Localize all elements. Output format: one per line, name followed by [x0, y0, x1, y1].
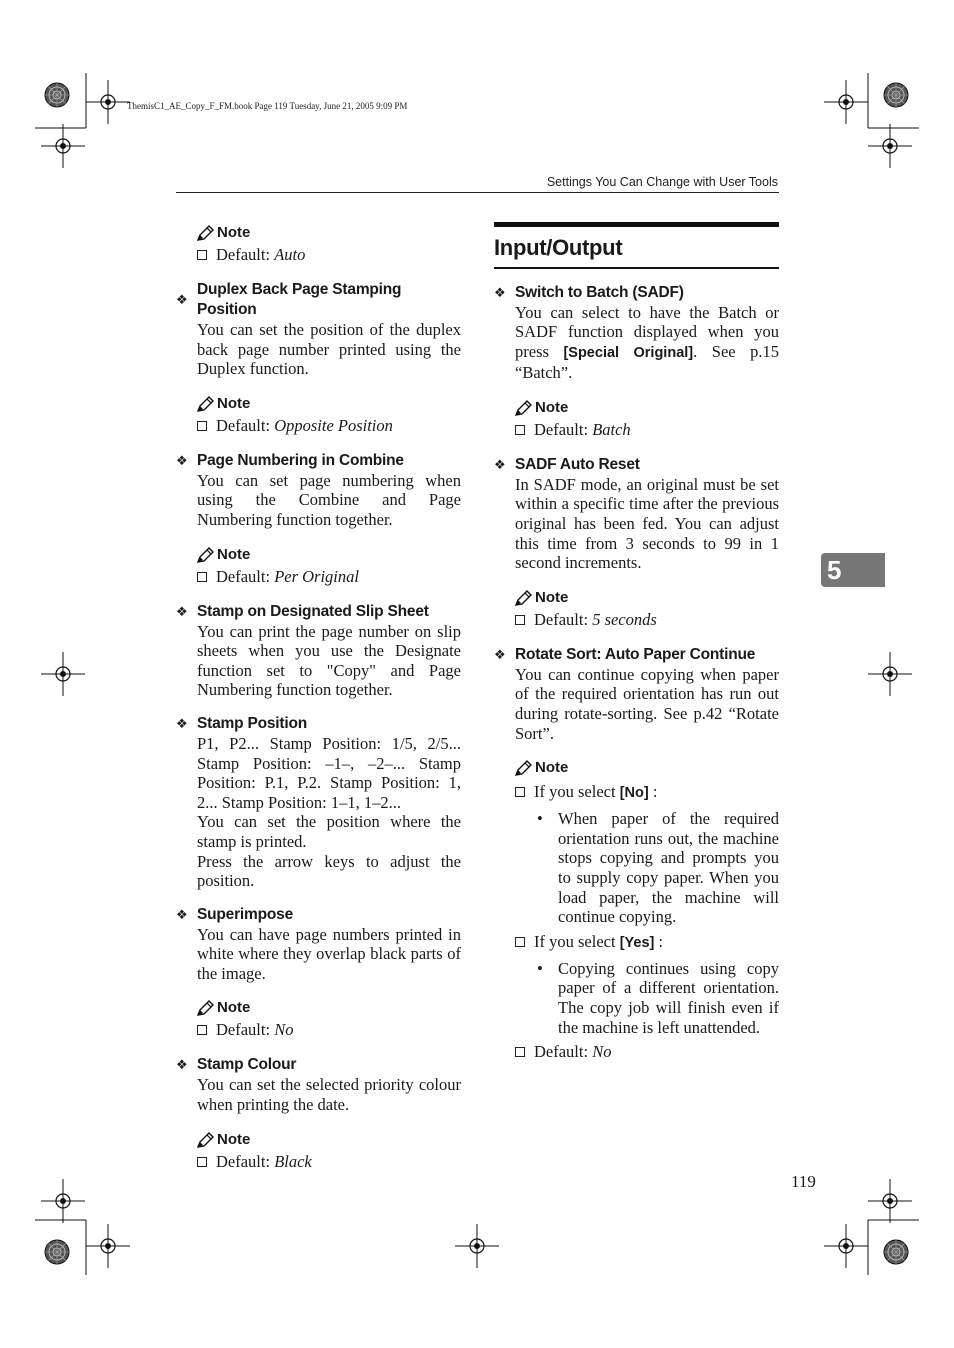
item-title: Rotate Sort: Auto Paper Continue [515, 645, 756, 663]
note-label: Note [535, 588, 569, 606]
default-value: Batch [592, 419, 631, 439]
diamond-bullet-icon: ❖ [494, 646, 506, 662]
pencil-icon [197, 547, 215, 563]
checkbox-glyph [197, 421, 207, 431]
item-switch-to-batch [494, 283, 779, 383]
note-superimpose: Note Default: No [176, 997, 461, 1041]
default-value: 5 seconds [592, 609, 657, 629]
diamond-bullet-icon: ❖ [176, 715, 188, 731]
checkbox-glyph [197, 1025, 207, 1035]
item-body: P1, P2... Stamp Position: 1/5, 2/5... Stamp Position: –1–, –2–... Stamp Position: P.1, P.2. Stamp Position: 1, 2... Stamp Position: 1–1, 1–2... You can set the position where the stamp is printed. Press the arrow keys to adjust the position. [197, 733, 461, 891]
chapter-tab: 5 [821, 553, 885, 587]
note-rotate: Note If you select [No] : • When paper of the required orientation runs out, the machine stops copying and prompts you to supply copy paper. When you load paper, the machine will continue copying. If you select [Yes] : • Copying continues using copy paper of a different orientation. The copy job will finish even if the machine is left unattended. Default: No [494, 757, 779, 1063]
note-label: Note [217, 999, 251, 1017]
special-original-key: [Special Original] [563, 344, 694, 361]
right-column [494, 222, 779, 1063]
item-stamp-colour [176, 1055, 461, 1114]
item-title: SADF Auto Reset [515, 455, 640, 473]
note-sadf: Note Default: Batch [494, 397, 779, 441]
note-colour: Note Default: Black [176, 1129, 461, 1173]
item-body: You can set page numbering when using the Combine and Page Numbering function together. [197, 470, 461, 529]
item-body: You can select to have the Batch or SADF function displayed when you press [Special Original]. See p.15 “Batch”. [515, 302, 779, 383]
item-title: Superimpose [197, 905, 293, 923]
note-label: Note [217, 224, 251, 241]
note-label: Note [535, 398, 569, 416]
pencil-icon [515, 400, 533, 416]
page-number: 119 [791, 1172, 816, 1191]
crop-mark-top-right [824, 73, 919, 168]
crop-mark-bottom-center [455, 1224, 499, 1268]
note-label: Note [217, 1130, 251, 1148]
checkbox-glyph [515, 1047, 525, 1057]
item-slip-sheet [176, 602, 461, 700]
yes-key: [Yes] [619, 934, 655, 951]
default-value: Opposite Position [274, 415, 393, 435]
pencil-icon [197, 396, 215, 412]
note-auto: Note Default: Auto [176, 222, 461, 266]
crop-mark-bottom-right [824, 1179, 919, 1275]
note-label: Note [535, 759, 569, 777]
diamond-bullet-icon: ❖ [176, 1057, 188, 1073]
note-combine: Note Default: Per Original [176, 544, 461, 588]
item-body: You can print the page number on slip sheets when you use the Designate function set to "Copy" and Page Numbering function together. [197, 621, 461, 700]
yes-bullet-list: • Copying continues using copy paper of a different orientation. The copy job will finish even if the machine is left unattended. [537, 958, 779, 1037]
item-title: Stamp on Designated Slip Sheet [197, 602, 429, 620]
checkbox-glyph [197, 572, 207, 582]
item-body: You can set the position of the duplex back page number printed using the Duplex function. [197, 320, 461, 379]
section-title: Input/Output [494, 235, 623, 260]
item-stamp-position [176, 714, 461, 891]
header-rule [176, 192, 779, 193]
diamond-bullet-icon: ❖ [176, 906, 188, 922]
checkbox-glyph [515, 615, 525, 625]
default-value: Black [274, 1151, 312, 1171]
diamond-bullet-icon: ❖ [494, 456, 506, 472]
left-column [176, 222, 461, 1173]
print-info: ThemisC1_AE_Copy_F_FM.book Page 119 Tuesday, June 21, 2005 9:09 PM [127, 101, 408, 111]
checkbox-glyph [197, 250, 207, 260]
checkbox-glyph [197, 1157, 207, 1167]
diamond-bullet-icon: ❖ [494, 284, 506, 300]
pencil-icon [197, 1000, 215, 1016]
item-sadf-auto-reset [494, 455, 779, 573]
no-key: [No] [619, 785, 649, 802]
pencil-icon [197, 1132, 215, 1148]
running-header: Settings You Can Change with User Tools [546, 175, 778, 189]
crop-mark-bottom-left [35, 1179, 130, 1275]
item-body: You can have page numbers printed in white where they overlap black parts of the image. [197, 924, 461, 983]
note-label: Note [217, 545, 251, 563]
item-title: Switch to Batch (SADF) [515, 283, 684, 301]
note-reset: Note Default: 5 seconds [494, 587, 779, 631]
crop-mark-top-left [35, 73, 130, 168]
pencil-icon [515, 760, 533, 776]
crop-mark-mid-right [868, 652, 912, 696]
item-duplex [176, 280, 461, 379]
pencil-icon [515, 590, 533, 606]
checkbox-glyph [515, 787, 525, 797]
note-duplex: Note Default: Opposite Position [176, 393, 461, 437]
crop-mark-mid-left [41, 652, 85, 696]
diamond-bullet-icon: ❖ [176, 603, 188, 619]
default-value: Auto [274, 245, 306, 264]
pencil-icon [197, 225, 215, 241]
item-title: Stamp Colour [197, 1056, 297, 1074]
item-body: You can continue copying when paper of the required orientation has run out during rotate-sorting. See p.42 “Rotate Sort”. [515, 664, 779, 743]
default-value: No [592, 1042, 612, 1062]
item-combine [176, 451, 461, 530]
checkbox-glyph [515, 425, 525, 435]
item-title: Stamp Position [197, 714, 308, 732]
bullet-dot-icon: • [537, 809, 543, 829]
diamond-bullet-icon: ❖ [176, 292, 188, 307]
diamond-bullet-icon: ❖ [176, 452, 188, 468]
item-body: In SADF mode, an original must be set within a specific time after the previous original has been fed. You can adjust this time from 3 seconds to 99 in 1 second increments. [515, 474, 779, 573]
item-body: You can set the selected priority colour when printing the date. [197, 1075, 461, 1115]
bullet-dot-icon: • [537, 958, 543, 978]
checkbox-glyph [515, 937, 525, 947]
section-rule-bottom [494, 267, 779, 269]
item-rotate-sort [494, 645, 779, 743]
default-value: No [274, 1020, 294, 1040]
item-title: Page Numbering in Combine [197, 451, 404, 469]
note-label: Note [217, 394, 251, 412]
item-title: Duplex Back Page Stamping Position [197, 281, 402, 318]
item-superimpose [176, 905, 461, 984]
default-value: Per Original [274, 566, 359, 586]
no-bullet-list: • When paper of the required orientation runs out, the machine stops copying and prompts you to supply copy paper. When you load paper, the machine will continue copying. [537, 809, 779, 927]
